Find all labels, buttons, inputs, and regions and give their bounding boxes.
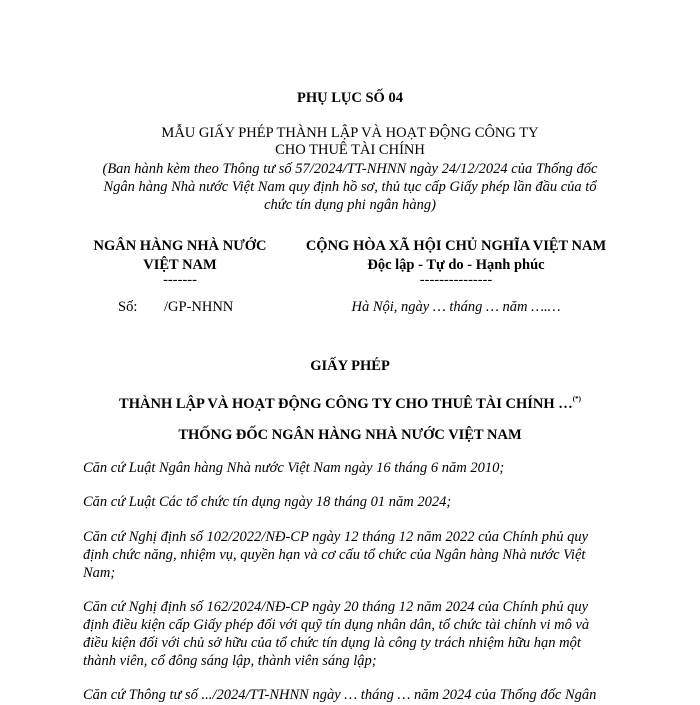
appendix-number: PHỤ LỤC SỐ 04 — [297, 90, 403, 106]
legal-basis-5-line1: Căn cứ Thông tư số .../2024/TT-NHNN ngày … tháng … năm 2024 của Thống đốc Ngân — [83, 687, 597, 703]
issued-note-line3: chức tín dụng phi ngân hàng) — [264, 197, 436, 213]
issuer-name-line1: NGÂN HÀNG NHÀ NƯỚC — [93, 238, 267, 254]
authority-title: THỐNG ĐỐC NGÂN HÀNG NHÀ NƯỚC VIỆT NAM — [178, 427, 522, 443]
legal-basis-4-line2: định điều kiện cấp Giấy phép đối với quỹ tín dụng nhân dân, tổ chức tài chính vi mô và — [83, 617, 590, 633]
issued-note-line1: (Ban hành kèm theo Thông tư số 57/2024/TT-NHNN ngày 24/12/2024 của Thống đốc — [102, 161, 598, 177]
issued-note-line2: Ngân hàng Nhà nước Việt Nam quy định hồ sơ, thủ tục cấp Giấy phép lần đầu của tổ — [103, 179, 597, 195]
legal-basis-4-line3: điều kiện đối với chủ sở hữu của tổ chức tín dụng là công ty trách nhiệm hữu hạn một — [83, 635, 581, 651]
issuer-name-line2: VIỆT NAM — [143, 257, 217, 273]
motto-rule: --------------- — [419, 272, 493, 288]
document-number-label: Số: — [118, 299, 138, 315]
form-title-line2: CHO THUÊ TÀI CHÍNH — [275, 142, 425, 158]
legal-basis-3-line2: định chức năng, nhiệm vụ, quyền hạn và cơ cấu tổ chức của Ngân hàng Nhà nước Việt — [83, 547, 586, 563]
legal-basis-4-line4: thành viên, cổ đông sáng lập, thành viên sáng lập; — [83, 653, 377, 669]
legal-basis-4-line1: Căn cứ Nghị định số 162/2024/NĐ-CP ngày 20 tháng 12 năm 2024 của Chính phủ quy — [83, 599, 589, 615]
legal-basis-3-line1: Căn cứ Nghị định số 102/2022/NĐ-CP ngày 12 tháng 12 năm 2022 của Chính phủ quy — [83, 529, 589, 545]
license-subtitle — [0, 391, 700, 414]
form-title-line1: MẪU GIẤY PHÉP THÀNH LẬP VÀ HOẠT ĐỘNG CÔNG TY — [161, 125, 539, 141]
nation-name: CỘNG HÒA XÃ HỘI CHỦ NGHĨA VIỆT NAM — [305, 238, 607, 254]
license-title: GIẤY PHÉP — [310, 358, 390, 374]
legal-basis-1: Căn cứ Luật Ngân hàng Nhà nước Việt Nam ngày 16 tháng 6 năm 2010; — [83, 460, 505, 476]
legal-basis-2: Căn cứ Luật Các tổ chức tín dụng ngày 18 tháng 01 năm 2024; — [83, 494, 452, 510]
license-subtitle-text: THÀNH LẬP VÀ HOẠT ĐỘNG CÔNG TY CHO THUÊ TÀI CHÍNH … — [119, 395, 573, 412]
license-subtitle-note: (*) — [572, 395, 581, 403]
national-motto: Độc lập - Tự do - Hạnh phúc — [367, 257, 545, 273]
document-number-value: /GP-NHNN — [164, 299, 234, 315]
legal-basis-3-line3: Nam; — [83, 565, 116, 581]
issuer-rule: ------- — [163, 272, 197, 288]
place-date: Hà Nội, ngày … tháng … năm ….… — [351, 299, 561, 315]
